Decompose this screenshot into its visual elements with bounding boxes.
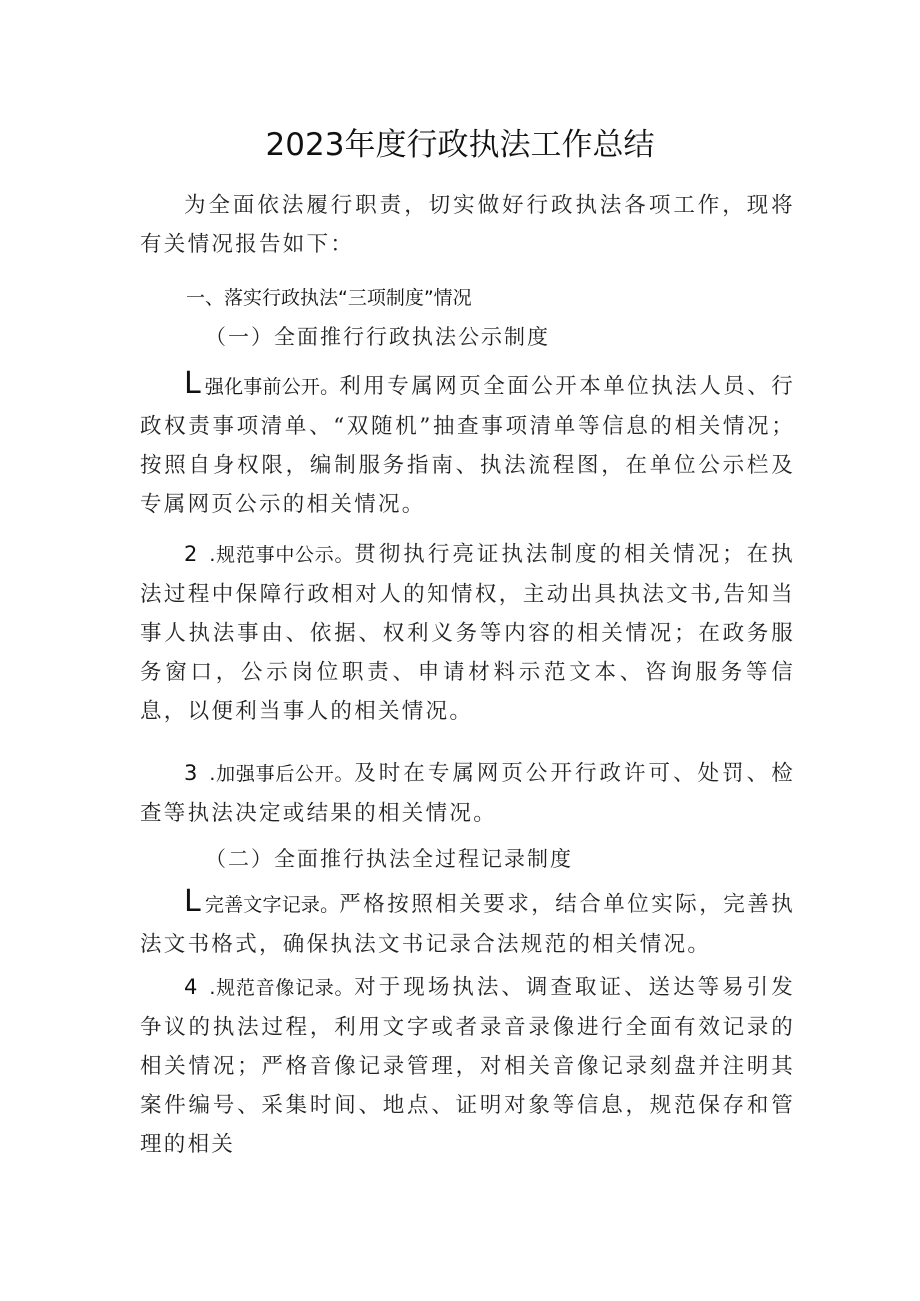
- item-lead: 完善文字记录。: [204, 894, 340, 916]
- item-text: 严格按照相关要求，结合单位实际，完善执法文书格式，确保执法文书记录合法规范的相关情况。: [140, 892, 795, 957]
- item-lead: .规范事中公示。: [209, 544, 355, 566]
- item-paragraph-1: [140, 364, 795, 524]
- item-marker: 4: [184, 975, 198, 999]
- item-text: 贯彻执行亮证执法制度的相关情况；在执法过程中保障行政相对人的知情权，主动出具执法文书,告知当事人执法事由、依据、权利义务等内容的相关情况；在政务服务窗口，公示岗位职责、申请材料示范文本、咨询服务等信息，以便利当事人的相关情况。: [140, 542, 795, 724]
- item-paragraph-3: [140, 754, 795, 833]
- subsection-heading-2: （二）全面推行执法全过程记录制度: [205, 847, 573, 871]
- intro-paragraph: 为全面依法履行职责，切实做好行政执法各项工作，现将有关情况报告如下：: [140, 193, 795, 257]
- item-marker: 2: [184, 542, 198, 566]
- item-paragraph-4: [140, 882, 795, 964]
- item-paragraph-2: [140, 535, 795, 731]
- item-marker: L: [184, 884, 201, 919]
- section-heading: 一、落实行政执法“三项制度”情况: [186, 287, 472, 309]
- item-marker: L: [184, 366, 201, 401]
- item-marker: 3: [184, 761, 198, 785]
- item-text: 及时在专属网页公开行政许可、处罚、检查等执法决定或结果的相关情况。: [140, 761, 795, 826]
- item-text: 对于现场执法、调查取证、送达等易引发争议的执法过程，利用文字或者录音录像进行全面有效记录的相关情况；严格音像记录管理，对相关音像记录刻盘并注明其案件编号、采集时间、地点、证明对象等信息，规范保存和管理的相关: [140, 975, 795, 1157]
- item-lead: 强化事前公开。: [204, 376, 340, 398]
- document-title: 2023年度行政执法工作总结: [265, 127, 655, 163]
- item-lead: .加强事后公开。: [209, 763, 355, 785]
- item-text: 利用专属网页全面公开本单位执法人员、行政权责事项清单、“双随机”抽查事项清单等信息的相关情况；按照自身权限，编制服务指南、执法流程图，在单位公示栏及专属网页公示的相关情况。: [140, 374, 795, 517]
- item-paragraph-5: [140, 968, 795, 1164]
- item-lead: .规范音像记录。: [209, 977, 355, 999]
- subsection-heading-1: （一）全面推行行政执法公示制度: [205, 325, 550, 349]
